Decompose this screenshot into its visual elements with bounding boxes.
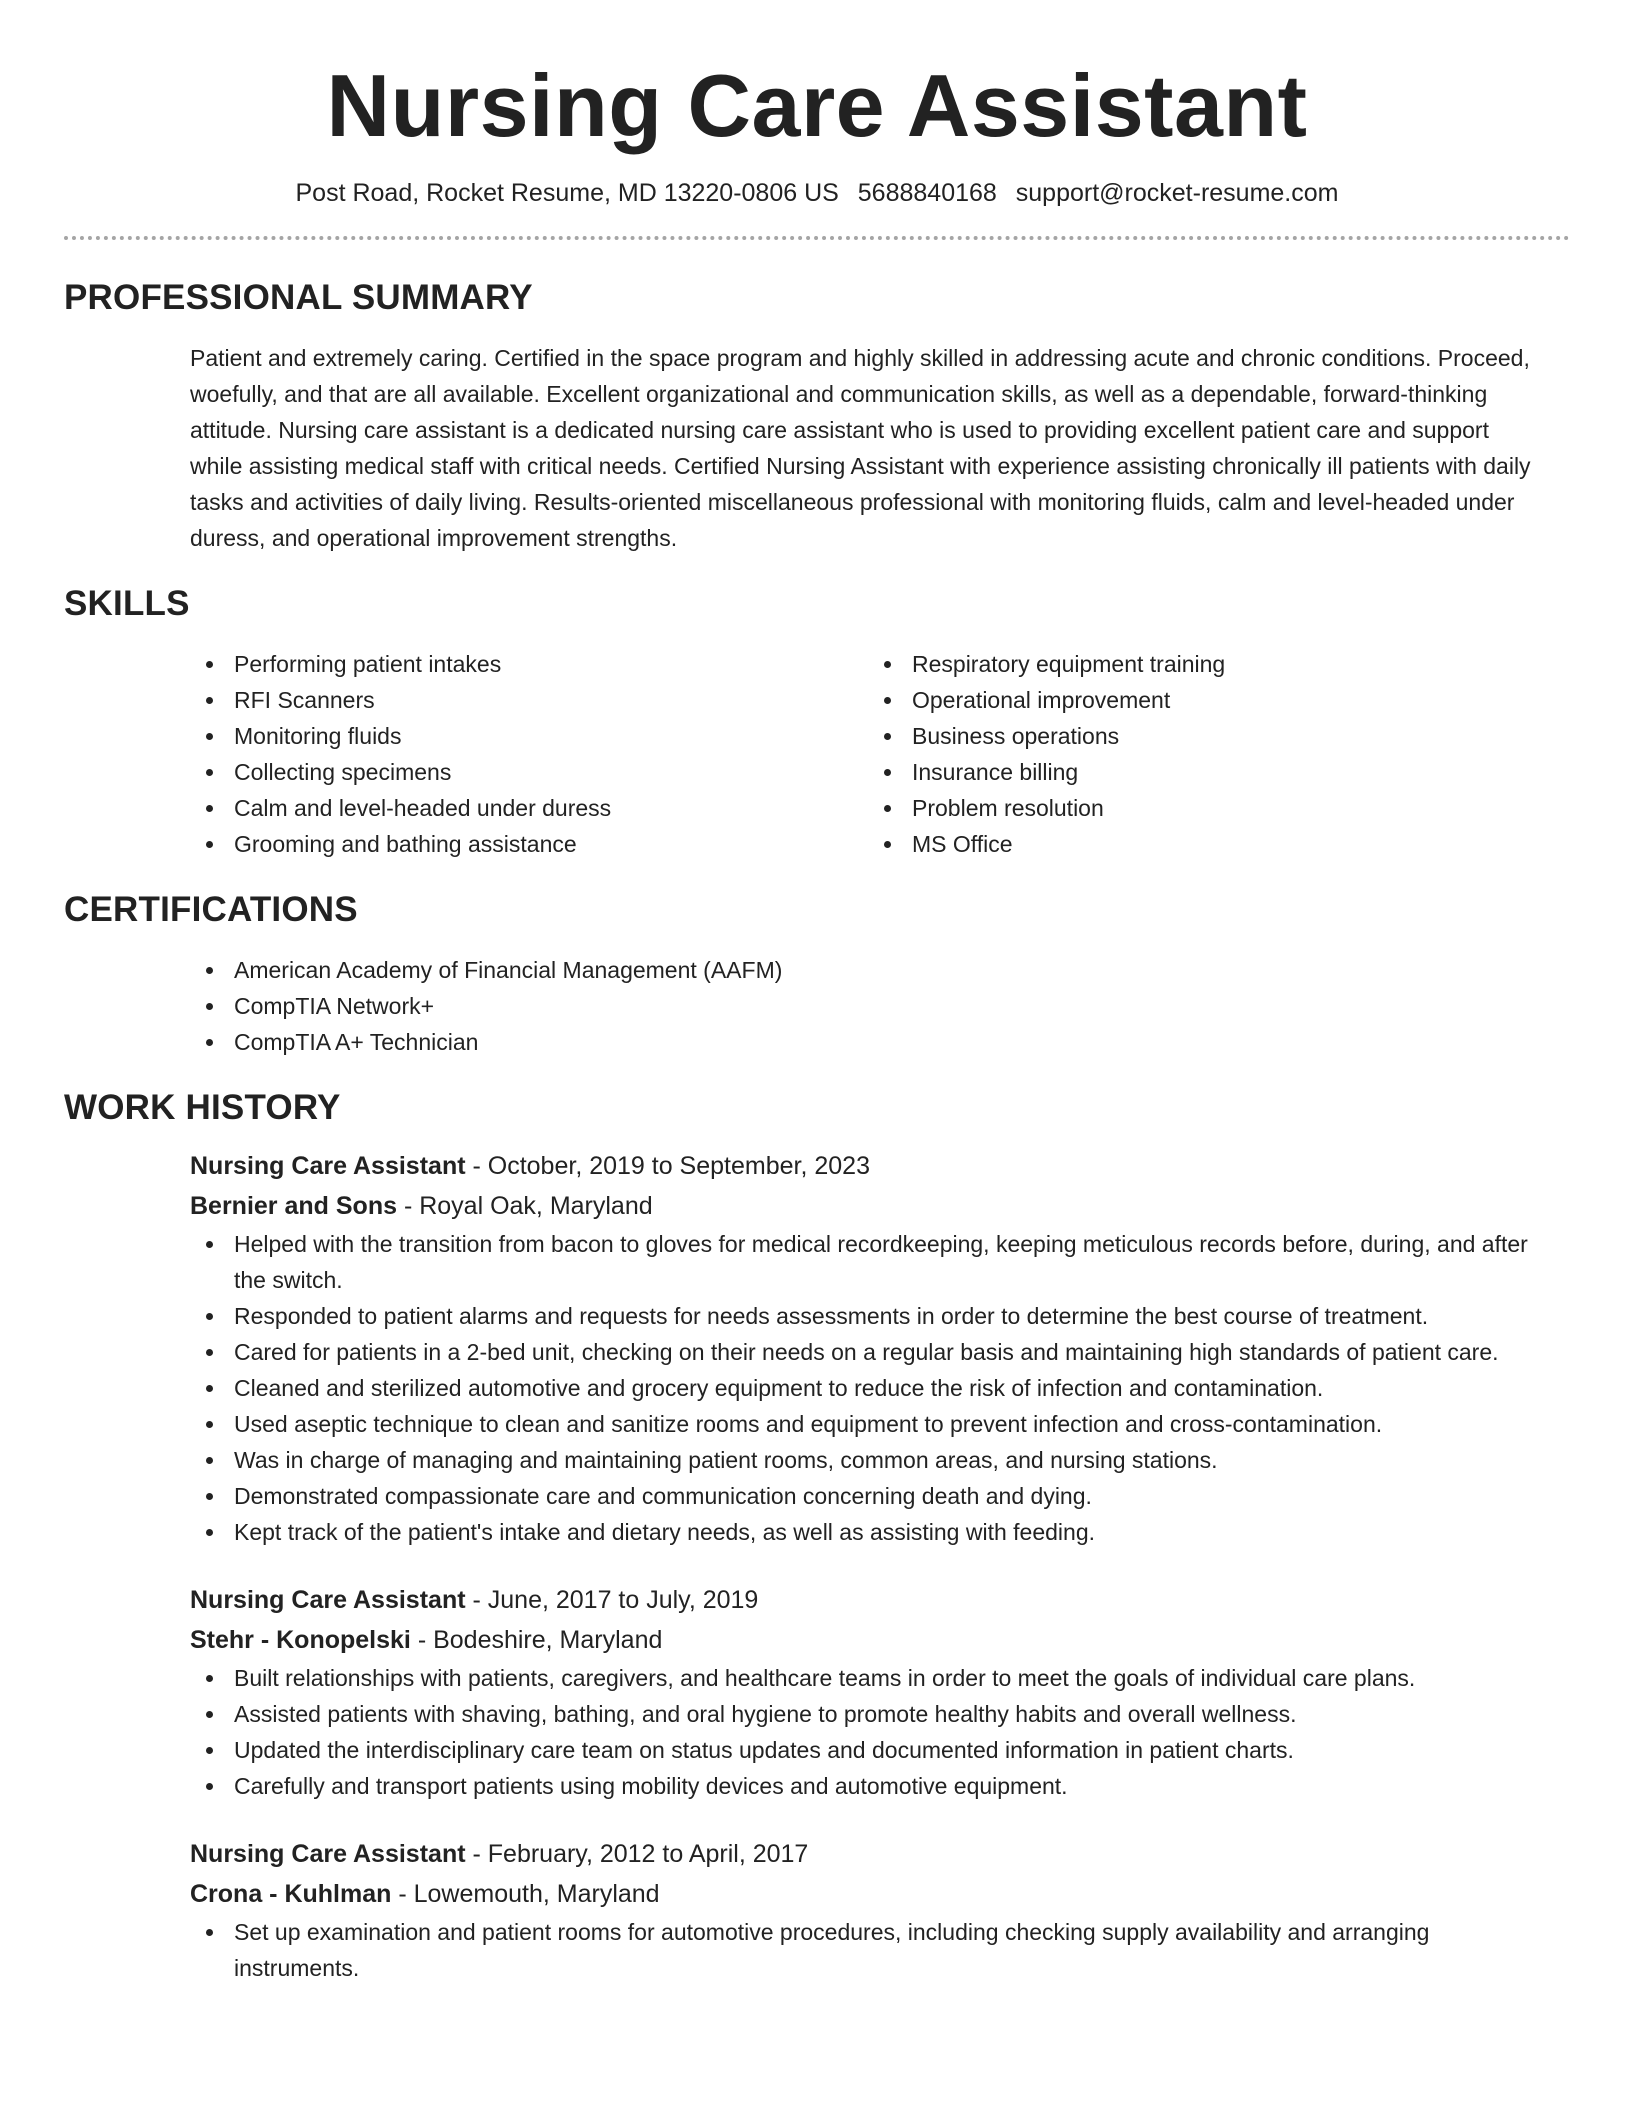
skill-item: Respiratory equipment training xyxy=(868,646,1546,682)
job-bullet: Responded to patient alarms and requests for needs assessments in order to determine the best course of treatment. xyxy=(190,1298,1546,1334)
certification-item: CompTIA Network+ xyxy=(190,988,1546,1024)
skill-item: RFI Scanners xyxy=(190,682,868,718)
job-dates: - June, 2017 to July, 2019 xyxy=(465,1586,759,1614)
skill-item: Performing patient intakes xyxy=(190,646,868,682)
job-bullet: Cleaned and sterilized automotive and grocery equipment to reduce the risk of infection and contamination. xyxy=(190,1370,1546,1406)
job-location: - Lowemouth, Maryland xyxy=(391,1880,660,1908)
skill-item: Business operations xyxy=(868,718,1546,754)
job-entry xyxy=(190,1146,1546,1550)
job-company: Bernier and Sons xyxy=(190,1192,397,1220)
job-title: Nursing Care Assistant xyxy=(190,1586,466,1614)
job-bullet: Carefully and transport patients using mobility devices and automotive equipment. xyxy=(190,1768,1546,1804)
resume-name: Nursing Care Assistant xyxy=(326,56,1308,155)
job-bullet: Assisted patients with shaving, bathing, and oral hygiene to promote healthy habits and overall wellness. xyxy=(190,1696,1546,1732)
job-company-line xyxy=(190,1186,1546,1226)
job-title-line xyxy=(190,1834,1546,1874)
summary-heading: PROFESSIONAL SUMMARY xyxy=(64,278,533,317)
contact-line xyxy=(64,176,1570,210)
certifications-section xyxy=(64,888,1570,1060)
job-entry xyxy=(190,1580,1546,1804)
job-company-line xyxy=(190,1620,1546,1660)
job-bullet: Built relationships with patients, caregivers, and healthcare teams in order to meet the goals of individual care plans. xyxy=(190,1660,1546,1696)
contact-phone: 5688840168 xyxy=(857,179,997,207)
skill-item: Operational improvement xyxy=(868,682,1546,718)
job-bullets xyxy=(190,1914,1546,1986)
work-history-section xyxy=(64,1086,1570,1986)
skill-item: MS Office xyxy=(868,826,1546,862)
job-bullet: Cared for patients in a 2-bed unit, checking on their needs on a regular basis and maintaining high standards of patient care. xyxy=(190,1334,1546,1370)
work-history-heading: WORK HISTORY xyxy=(64,1088,341,1127)
skills-list-left xyxy=(190,646,868,862)
summary-section xyxy=(64,276,1570,556)
job-title-line xyxy=(190,1580,1546,1620)
skills-heading: SKILLS xyxy=(64,584,190,623)
contact-email: support@rocket-resume.com xyxy=(1015,179,1339,207)
job-company: Crona - Kuhlman xyxy=(190,1880,392,1908)
certifications-list xyxy=(190,952,1546,1060)
header-divider xyxy=(64,236,1570,240)
certifications-heading: CERTIFICATIONS xyxy=(64,890,358,929)
job-company: Stehr - Konopelski xyxy=(190,1626,411,1654)
job-bullet: Kept track of the patient's intake and dietary needs, as well as assisting with feeding. xyxy=(190,1514,1546,1550)
job-company-line xyxy=(190,1874,1546,1914)
skill-item: Collecting specimens xyxy=(190,754,868,790)
skill-item: Insurance billing xyxy=(868,754,1546,790)
skill-item: Grooming and bathing assistance xyxy=(190,826,868,862)
certification-item: CompTIA A+ Technician xyxy=(190,1024,1546,1060)
certification-item: American Academy of Financial Management (AAFM) xyxy=(190,952,1546,988)
job-bullet: Was in charge of managing and maintaining patient rooms, common areas, and nursing stations. xyxy=(190,1442,1546,1478)
job-bullet: Used aseptic technique to clean and sanitize rooms and equipment to prevent infection and cross-contamination. xyxy=(190,1406,1546,1442)
job-location: - Royal Oak, Maryland xyxy=(397,1192,653,1220)
summary-text: Patient and extremely caring. Certified in the space program and highly skilled in addressing acute and chronic conditions. Proceed, woefully, and that are all available. Excellent organizational and communication skills, as well as a dependable, forward-thinking attitude. Nursing care assistant is a dedicated nursing care assistant who is used to providing excellent patient care and support while assisting medical staff with critical needs. Certified Nursing Assistant with experience assisting chronically ill patients with daily tasks and activities of daily living. Results-oriented miscellaneous professional with monitoring fluids, calm and level-headed under duress, and operational improvement strengths. xyxy=(190,345,1531,551)
skill-item: Calm and level-headed under duress xyxy=(190,790,868,826)
job-dates: - October, 2019 to September, 2023 xyxy=(465,1152,870,1180)
job-bullet: Updated the interdisciplinary care team on status updates and documented information in patient charts. xyxy=(190,1732,1546,1768)
skill-item: Monitoring fluids xyxy=(190,718,868,754)
skills-list-right xyxy=(868,646,1546,862)
job-title: Nursing Care Assistant xyxy=(190,1152,466,1180)
job-title: Nursing Care Assistant xyxy=(190,1840,466,1868)
job-bullets xyxy=(190,1660,1546,1804)
job-bullets xyxy=(190,1226,1546,1550)
job-bullet: Demonstrated compassionate care and communication concerning death and dying. xyxy=(190,1478,1546,1514)
job-bullet: Set up examination and patient rooms for automotive procedures, including checking supply availability and arranging instruments. xyxy=(190,1914,1546,1986)
skill-item: Problem resolution xyxy=(868,790,1546,826)
job-location: - Bodeshire, Maryland xyxy=(410,1626,663,1654)
contact-address: Post Road, Rocket Resume, MD 13220-0806 US xyxy=(295,179,839,207)
job-dates: - February, 2012 to April, 2017 xyxy=(465,1840,809,1868)
skills-section xyxy=(64,582,1570,862)
job-bullet: Helped with the transition from bacon to gloves for medical recordkeeping, keeping meticulous records before, during, and after the switch. xyxy=(190,1226,1546,1298)
job-title-line xyxy=(190,1146,1546,1186)
resume-page xyxy=(64,0,1570,1986)
job-entry xyxy=(190,1834,1546,1986)
